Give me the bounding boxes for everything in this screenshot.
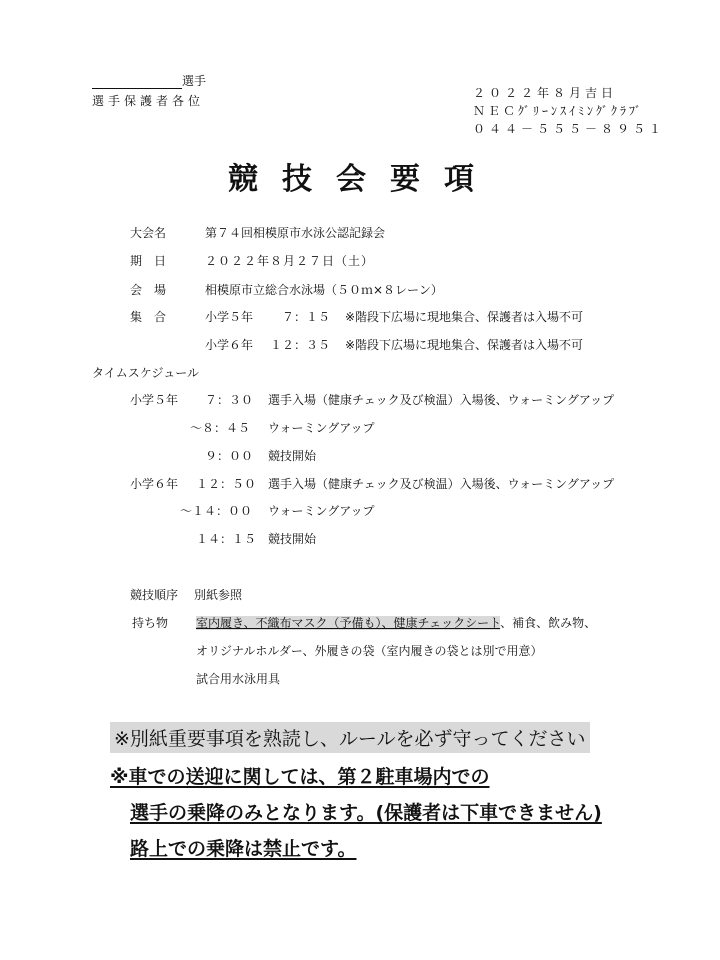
order-value: 別紙参照 [194, 588, 243, 602]
items-label: 持ち物 [132, 616, 169, 630]
schedule-text: 競技開始 [268, 449, 317, 463]
schedule-text: 競技開始 [268, 532, 317, 546]
recipient-suffix: 選手 [182, 74, 207, 88]
gather-note: ※階段下広場に現地集合、保護者は入場不可 [345, 310, 584, 324]
gather-time: ７：１５ [282, 310, 331, 324]
schedule-text: ウォーミングアップ [268, 504, 375, 518]
items-rest: 、補食、飲み物、 [500, 616, 597, 630]
page-title: 競技会要項 [228, 162, 498, 197]
items-highlight: 室内履き、不織布マスク（予備も）、健康チェックシート [196, 616, 501, 630]
phone-number: ０４４－５５５－８９５１ [473, 122, 666, 136]
gather-note: ※階段下広場に現地集合、保護者は入場不可 [345, 338, 584, 352]
items-line1 [196, 614, 596, 631]
schedule-time: １４：１５ [196, 532, 257, 546]
schedule-heading: タイムスケジュール [92, 366, 200, 380]
schedule-text: 選手入場（健康チェック及び検温）入場後、ウォーミングアップ [268, 393, 615, 407]
recipient-players-line [92, 72, 206, 89]
gather-label: 集 合 [130, 310, 167, 324]
schedule-time: １２：５０ [196, 477, 257, 491]
schedule-text: ウォーミングアップ [268, 421, 375, 435]
recipient-guardians: 選手保護者各位 [92, 94, 205, 108]
order-label: 競技順序 [130, 588, 179, 602]
name-blank-line [92, 76, 182, 89]
schedule-time: ～１４：００ [180, 504, 253, 518]
items-line2: オリジナルホルダー、外履きの袋（室内履きの袋とは別で用意） [196, 644, 543, 658]
gather-grade: 小学６年 [205, 338, 254, 352]
issue-date: ２０２２年８月吉日 [473, 86, 618, 100]
date-label: 期 日 [130, 254, 167, 268]
venue-value: 相模原市立総合水泳場（５０ｍ×８レーン） [205, 283, 443, 297]
items-line3: 試合用水泳用具 [196, 672, 281, 686]
gather-time: １２：３５ [270, 338, 331, 352]
event-value: 第７４回相模原市水泳公認記録会 [205, 226, 386, 240]
car-notice-line1: ※車での送迎に関しては、第２駐車場内での [110, 766, 490, 788]
event-label: 大会名 [130, 226, 167, 240]
schedule-text: 選手入場（健康チェック及び検温）入場後、ウォーミングアップ [268, 477, 615, 491]
venue-label: 会 場 [130, 283, 167, 297]
car-notice-line3: 路上での乗降は禁止です。 [130, 838, 357, 860]
schedule-time: ９：００ [205, 449, 254, 463]
date-value: ２０２２年８月２７日（土） [205, 254, 375, 268]
car-notice-line2: 選手の乗降のみとなります。(保護者は下車できません) [130, 802, 602, 824]
schedule-grade6-label: 小学６年 [130, 477, 179, 491]
club-name: ＮＥＣｸﾞﾘｰﾝｽｲﾐﾝｸﾞｸﾗﾌﾞ [473, 104, 645, 118]
rules-notice: ※別紙重要事項を熟読し、ルールを必ず守ってください [110, 722, 590, 753]
gather-grade: 小学５年 [205, 310, 254, 324]
schedule-grade5-label: 小学５年 [130, 393, 179, 407]
schedule-time: ７：３０ [205, 393, 254, 407]
schedule-time: ～８：４５ [190, 421, 251, 435]
